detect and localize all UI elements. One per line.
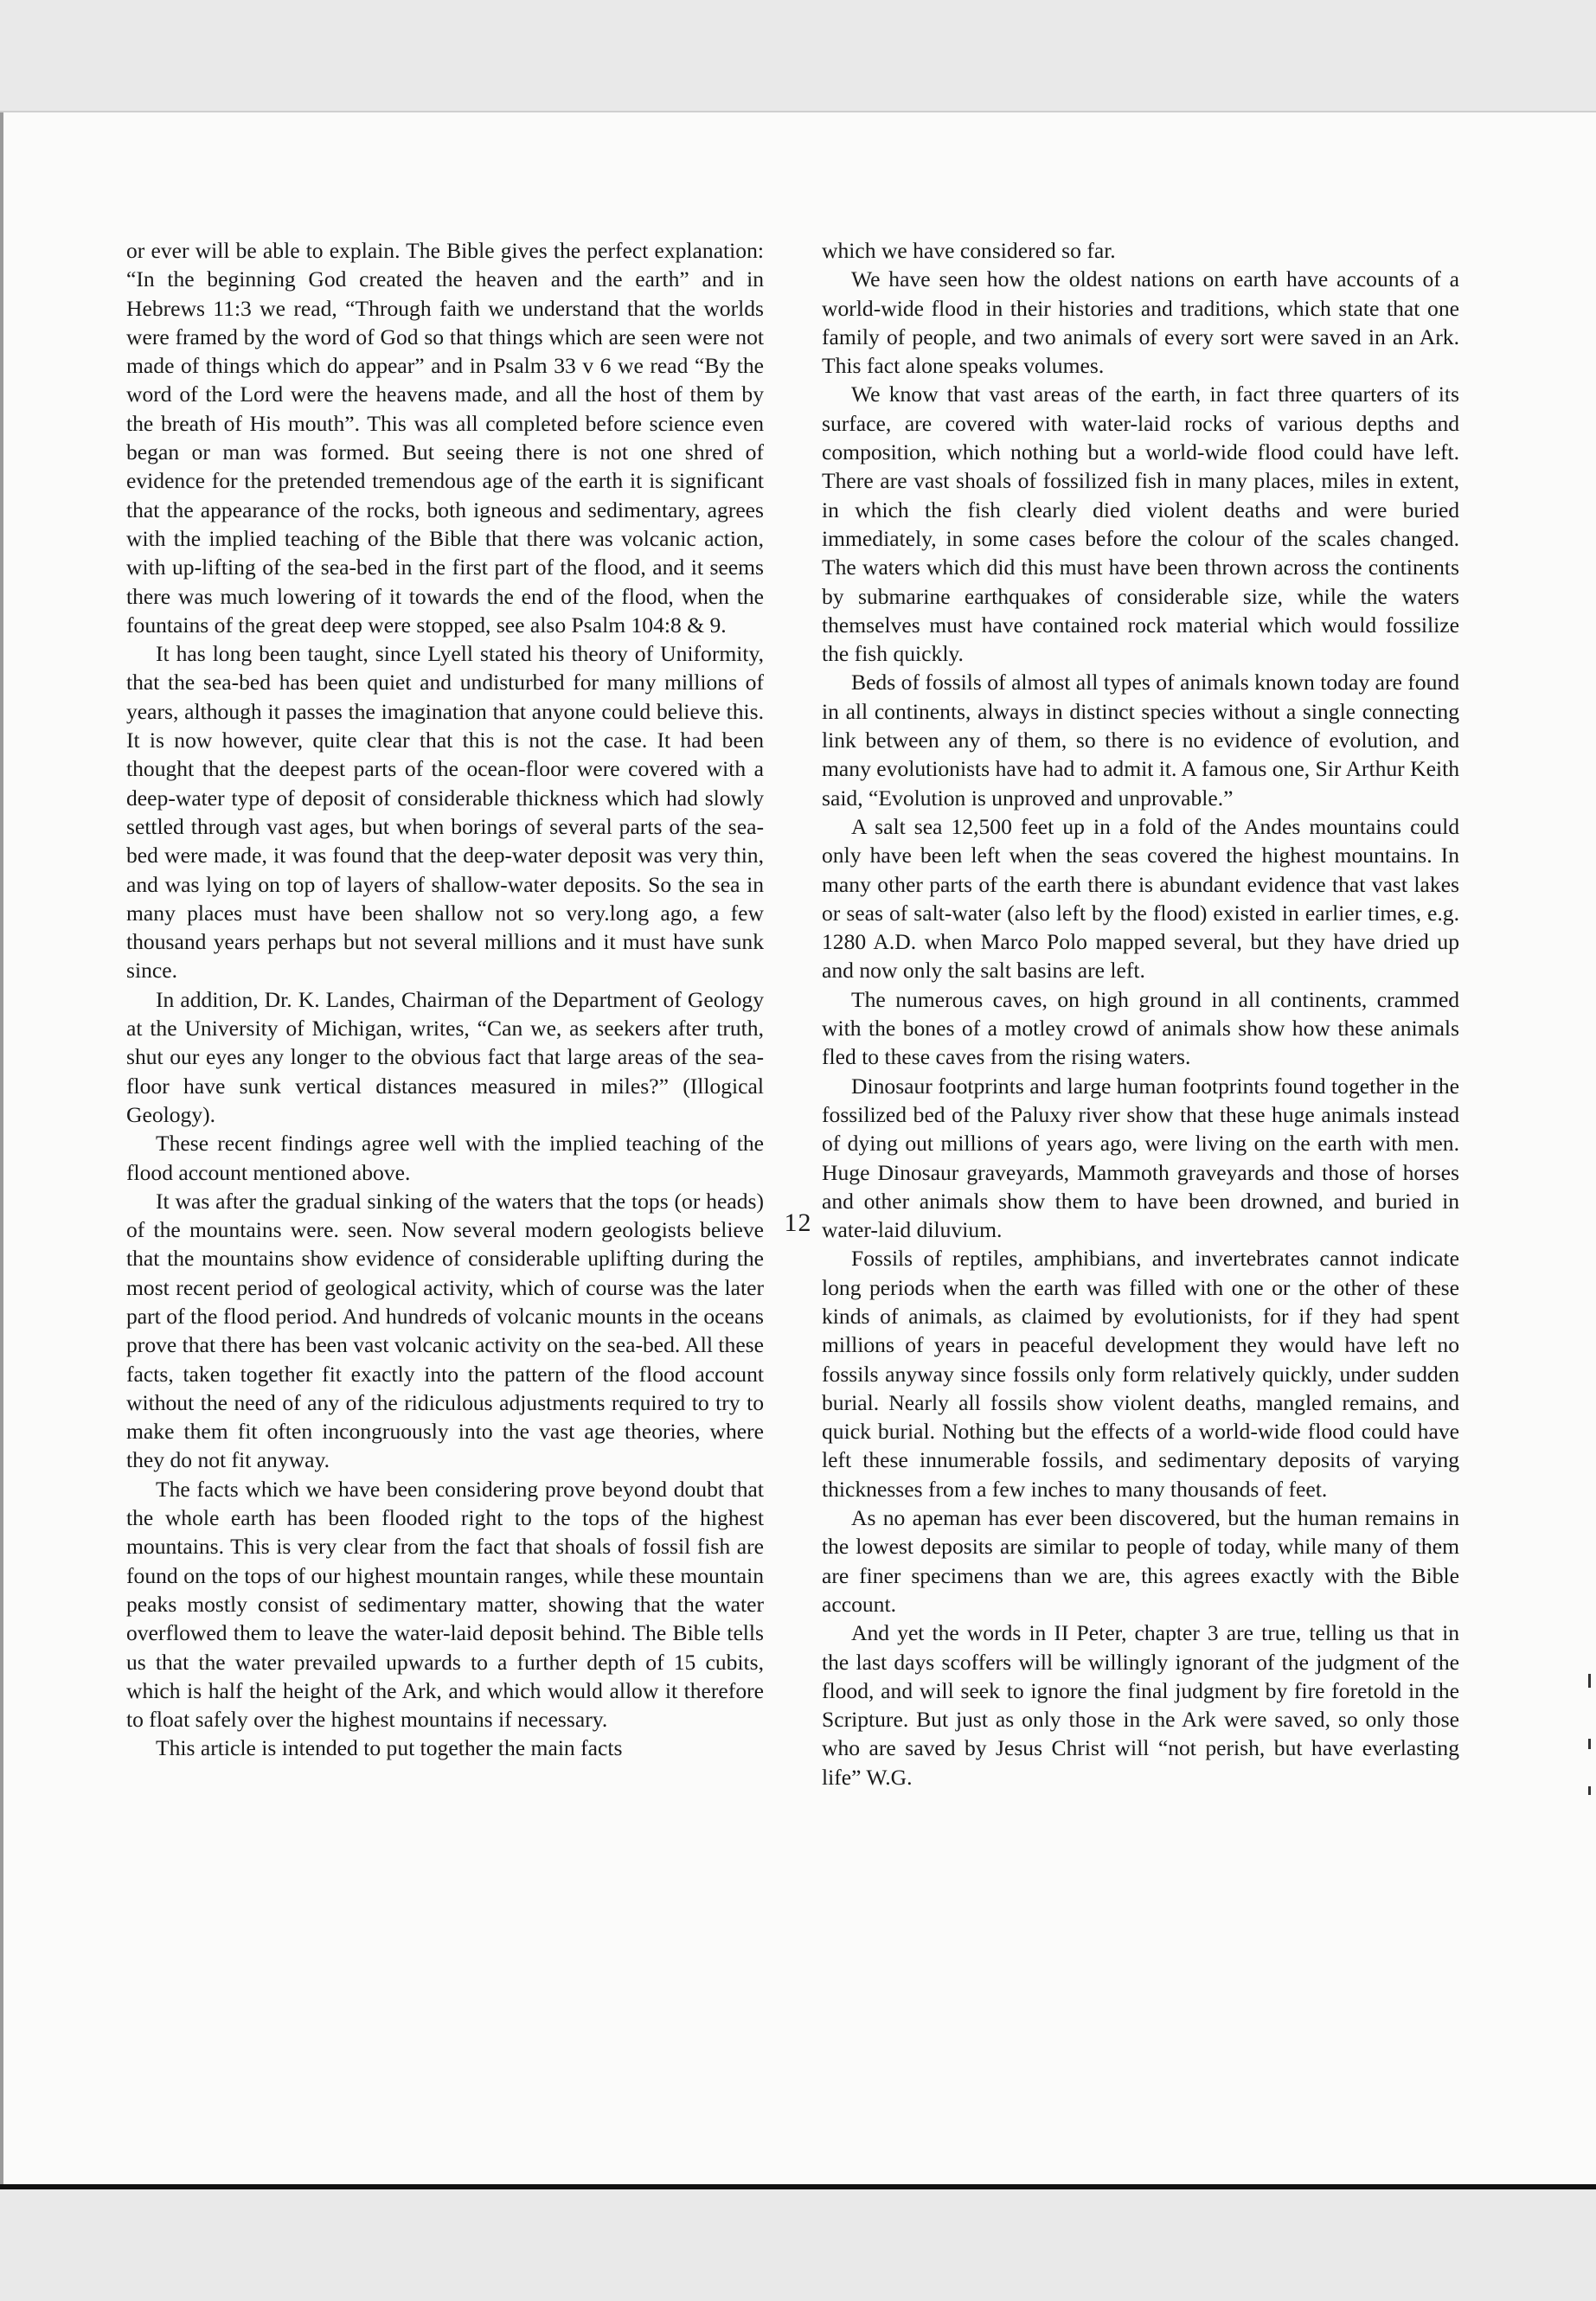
paragraph: It has long been taught, since Lyell stated his theory of Uniformity, that the sea-bed has been quiet and undisturbed for many millions of years, although it passes the imagination that anyone could believe this. It is now however, quite clear that this is not the case. It had been thought that the deepest parts of the ocean-floor were covered with a deep-water type of deposit of considerable thickness which had slowly settled through vast ages, but when borings of several parts of the sea-bed were made, it was found that the deep-water deposit was very thin, and was lying on top of layers of shallow-water deposits. So the sea in many places must have been shallow not so very.long ago, a few thousand years perhaps but not several millions and it must have sunk since. bbox=[126, 641, 764, 984]
paragraph: In addition, Dr. K. Landes, Chairman of the Department of Geology at the University of Michigan, writes, “Can we, as seekers after truth, shut our eyes any longer to the obvious fact that large areas of the sea-floor have sunk vertical distances measured in miles?” (Illogical Geology). bbox=[126, 986, 764, 1127]
paragraph: These recent findings agree well with the implied teaching of the flood account mentioned above. bbox=[126, 1131, 764, 1185]
margin-mark bbox=[1588, 1786, 1591, 1795]
paragraph: It was after the gradual sinking of the waters that the tops (or heads) of the mountains were. seen. Now several modern geologists believe that the mountains show evidence of considerable uplifting during the most recent period of geological activity, which of course was the later part of the flood period. And hundreds of volcanic mounts in the oceans prove that there has been vast volcanic activity on the sea-bed. All these facts, taken together fit exactly into the pattern of the flood account without the need of any of the ridiculous adjustments required to try to make them fit often incongruously into the vast age theories, where they do not fit anyway. bbox=[126, 1188, 764, 1473]
paragraph: This article is intended to put together the main facts bbox=[156, 1735, 623, 1761]
paragraph: We know that vast areas of the earth, in fact three quarters of its surface, are covered with water-laid rocks of various depths and composition, which nothing but a world-wide flood could have left. There are vast shoals of fossilized fish in many places, miles in extent, in which the fish clearly died violent deaths and were buried immediately, in some cases before the colour of the scales changed. The waters which did this must have been thrown across the continents by submarine earthquakes of considerable size, while the waters themselves must have contained rock material which would fossilize the fish quickly. bbox=[822, 381, 1459, 667]
paragraph: Dinosaur footprints and large human footprints found together in the fossilized bed of the Paluxy river show that these huge animals instead of dying out millions of years ago, were living on the earth with men. Huge Dinosaur graveyards, Mammoth graveyards and those of horses and other animals show them to have been drowned, and buried in water-laid diluvium. bbox=[822, 1073, 1459, 1243]
bottom-border bbox=[0, 2184, 1596, 2189]
paragraph: As no apeman has ever been discovered, but the human remains in the lowest deposits are similar to people of today, while many of them are finer specimens than we are, this agrees exactly with the Bible account. bbox=[822, 1505, 1459, 1617]
paragraph: The numerous caves, on high ground in all continents, crammed with the bones of a motley crowd of animals show how these animals fled to these caves from the rising waters. bbox=[822, 986, 1459, 1070]
page-edge bbox=[0, 112, 3, 2189]
page-number: 12 bbox=[784, 1208, 812, 1237]
paragraph: Beds of fossils of almost all types of animals known today are found in all continents, always in distinct species without a single connecting link between any of them, so there is no evidence of evolution, and many evolutionists have had to admit it. A famous one, Sir Arthur Keith said, “Evolution is unproved and unprovable.” bbox=[822, 670, 1459, 811]
paragraph: We have seen how the oldest nations on earth have accounts of a world-wide flood in their histories and traditions, which state that one family of people, and two animals of every sort were saved in an Ark. This fact alone speaks volumes. bbox=[822, 266, 1459, 379]
paragraph: The facts which we have been considering prove beyond doubt that the whole earth has been flooded right to the tops of the highest mountains. This is very clear from the fact that shoals of fossil fish are found on the tops of our highest mountain ranges, while these mountain peaks mostly consist of sedimentary matter, showing that the water overflowed them to leave the water-laid deposit behind. The Bible tells us that the water prevailed upwards to a further depth of 15 cubits, which is half the height of the Ark, and which would allow it therefore to float safely over the highest mountains if necessary. bbox=[126, 1476, 764, 1733]
paragraph: And yet the words in II Peter, chapter 3 are true, telling us that in the last days scoffers will be willingly ignorant of the judgment of the flood, and will seek to ignore the final judgment by fire foretold in the Scripture. But just as only those in the Ark were saved, so only those who are saved by Jesus Christ will “not perish, but have everlasting life” W.G. bbox=[822, 1620, 1459, 1790]
right-column bbox=[822, 236, 1459, 1791]
left-column bbox=[126, 236, 764, 1763]
paragraph: or ever will be able to explain. The Bible gives the perfect explanation: “In the beginning God created the heaven and the earth” and in Hebrews 11:3 we read, “Through faith we understand that the worlds were framed by the word of God so that things which are seen were not made of things which do appear” and in Psalm 33 v 6 we read “By the word of the Lord were the heavens made, and all the host of them by the breath of His mouth”. This was all completed before science even began or man was formed. But seeing there is not one shred of evidence for the pretended tremendous age of the earth it is significant that the appearance of the rocks, both igneous and sedimentary, agrees with the implied teaching of the Bible that there was volcanic action, with up-lifting of the sea-bed in the first part of the flood, and it seems there was much lowering of it towards the end of the flood, when the fountains of the great deep were stopped, see also Psalm 104:8 & 9. bbox=[126, 238, 764, 638]
paragraph: Fossils of reptiles, amphibians, and invertebrates cannot indicate long periods when the earth was filled with one or the other of these kinds of animals, as claimed by evolutionists, for if they had spent millions of years in peaceful development they would have left no fossils anyway since fossils only form relatively quickly, under sudden burial. Nearly all fossils show violent deaths, mangled remains, and quick burial. Nothing but the effects of a world-wide flood could have left these innumerable fossils, and sedimentary deposits of varying thicknesses from a few inches to many thousands of feet. bbox=[822, 1246, 1459, 1502]
document-page bbox=[0, 111, 1596, 2189]
paragraph: A salt sea 12,500 feet up in a fold of the Andes mountains could only have been left when the seas covered the highest mountains. In many other parts of the earth there is abundant evidence that vast lakes or seas of salt-water (also left by the flood) existed in earlier times, e.g. 1280 A.D. when Marco Polo mapped several, but they have dried up and now only the salt basins are left. bbox=[822, 813, 1459, 984]
margin-mark bbox=[1588, 1739, 1591, 1749]
margin-mark bbox=[1588, 1674, 1591, 1688]
paragraph: which we have considered so far. bbox=[822, 238, 1116, 263]
